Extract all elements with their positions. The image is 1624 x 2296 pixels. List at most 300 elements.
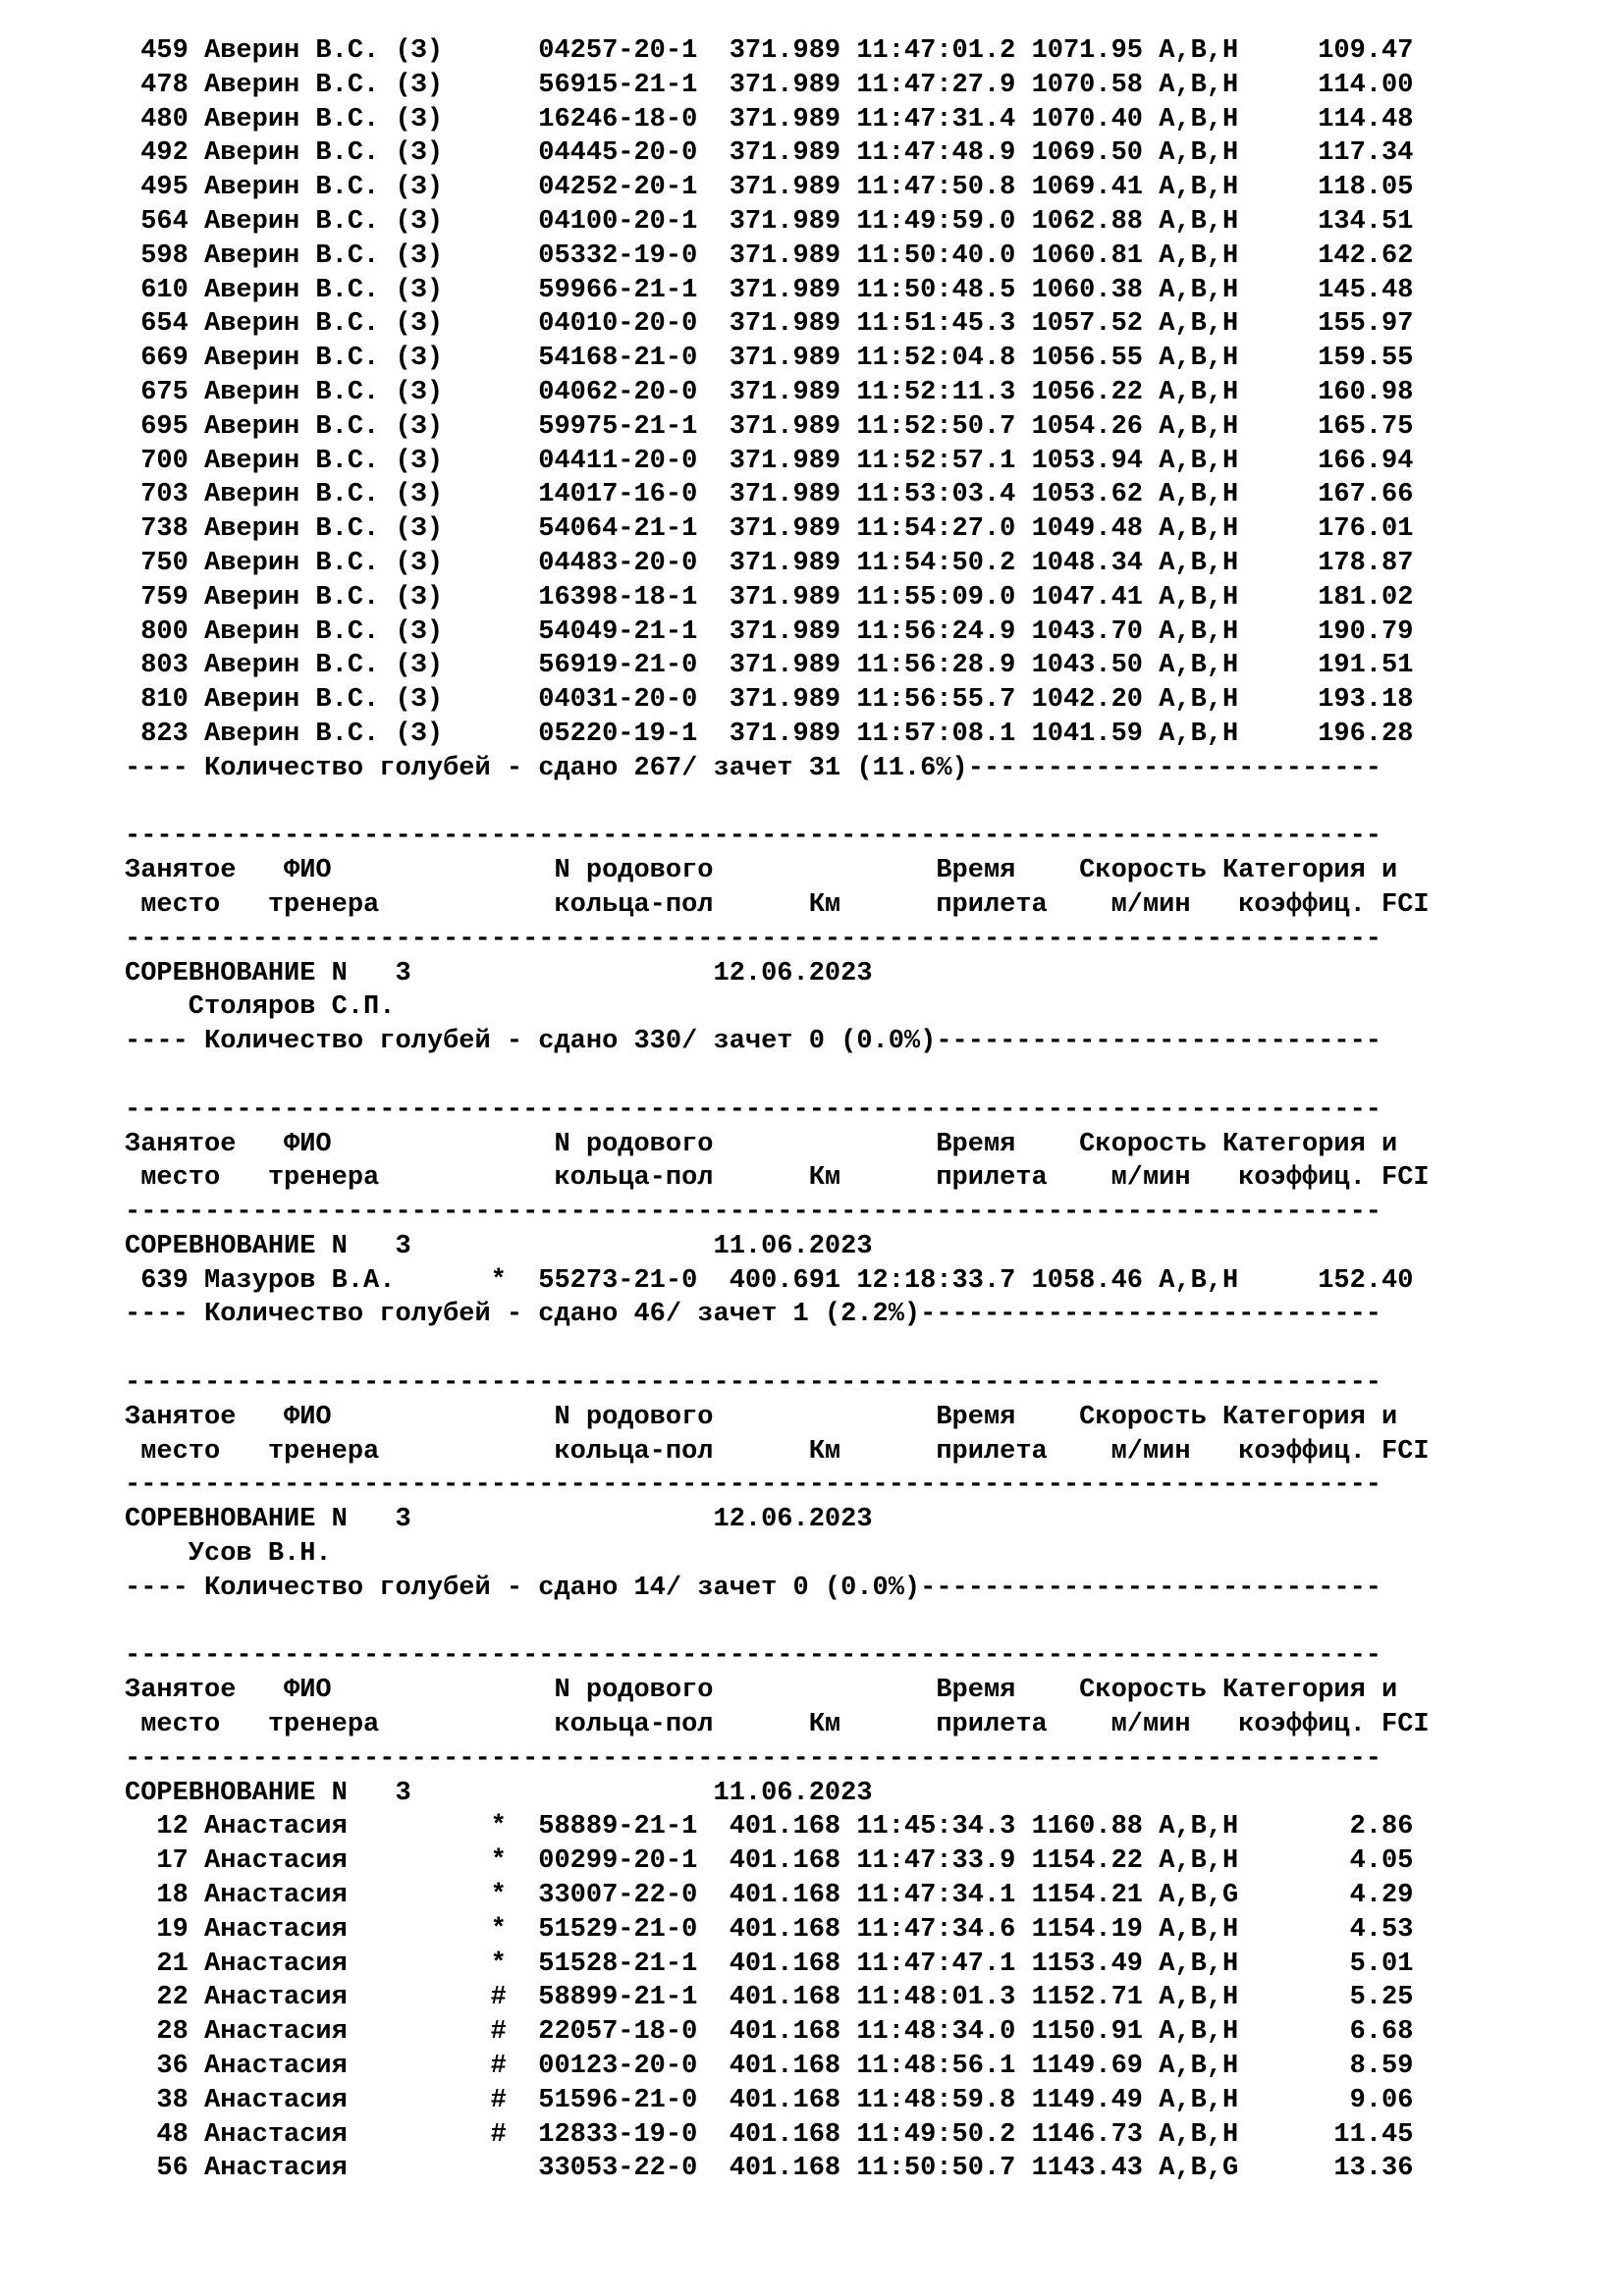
rank-cell: 800 [125,616,189,647]
result-row [125,240,1597,274]
result-row [125,581,1597,615]
result-row [125,445,1597,479]
fci-cell: 6.68 [1254,2017,1414,2048]
ring-number-cell: 12833-19-0 [538,2119,714,2150]
category-cell: A,B,H [1159,104,1239,134]
arrival-time-cell: 11:47:27.9 [856,70,1016,100]
fci-cell: 145.48 [1254,275,1414,305]
arrival-time-cell: 11:47:50.8 [856,173,1016,203]
trainer-name-cell: Анастасия [204,1983,475,2013]
race-results-report [125,34,1597,2186]
category-cell: A,B,H [1159,2085,1239,2115]
ring-number-cell: 58889-21-1 [538,1812,714,1842]
trainer-name-cell: Аверин В.С. (З) [204,377,475,407]
rank-cell: 495 [125,173,189,203]
arrival-time-cell: 11:47:34.6 [856,1914,1016,1945]
result-row [125,69,1597,103]
speed-cell: 1058.46 [1031,1265,1143,1296]
trainer-name-cell: Аверин В.С. (З) [204,719,475,749]
distance-cell: 371.989 [729,206,841,237]
fci-cell: 159.55 [1254,344,1414,374]
rank-cell: 759 [125,582,189,613]
rank-cell: 700 [125,446,189,476]
rank-cell: 48 [125,2119,189,2150]
speed-cell: 1149.69 [1031,2052,1143,2082]
category-cell: A,B,H [1159,1812,1239,1842]
rank-cell: 459 [125,36,189,66]
fci-cell: 5.25 [1254,1983,1414,2013]
distance-cell: 371.989 [729,719,841,749]
result-row [125,103,1597,137]
arrival-time-cell: 11:52:11.3 [856,377,1016,407]
result-row [125,718,1597,752]
category-cell: A,B,H [1159,1265,1239,1296]
fci-cell: 178.87 [1254,548,1414,578]
fci-cell: 11.45 [1254,2119,1414,2150]
table-header-row-1: Занятое ФИО N родового Время Скорость Категория и [125,856,1398,886]
separator-line: ------------------------------------------------------------------------------- [125,1198,1382,1228]
arrival-time-cell: 11:50:48.5 [856,275,1016,305]
rank-cell: 36 [125,2052,189,2082]
trainer-name-cell: Аверин В.С. (З) [204,616,475,647]
arrival-time-cell: 11:48:01.3 [856,1983,1016,2013]
ring-number-cell: 22057-18-0 [538,2017,714,2048]
category-cell: A,B,H [1159,377,1239,407]
category-cell: A,B,G [1159,2154,1239,2184]
result-row [125,376,1597,410]
distance-cell: 371.989 [729,548,841,578]
table-header-row-2: место тренера кольца-пол Км прилета м/мин коэффиц. FCI [125,1710,1430,1740]
distance-cell: 371.989 [729,411,841,442]
ring-number-cell: 33007-22-0 [538,1881,714,1911]
category-cell: A,B,H [1159,275,1239,305]
trainer-name-cell: Аверин В.С. (З) [204,480,475,510]
ring-number-cell: 04100-20-1 [538,206,714,237]
speed-cell: 1053.62 [1031,480,1143,510]
trainer-name-cell: Аверин В.С. (З) [204,240,475,271]
ring-number-cell: 04031-20-0 [538,685,714,716]
speed-cell: 1056.55 [1031,344,1143,374]
arrival-time-cell: 11:47:47.1 [856,1949,1016,1979]
arrival-time-cell: 11:49:50.2 [856,2119,1016,2150]
ring-number-cell: 56919-21-0 [538,651,714,681]
mark-cell: * [490,1846,507,1877]
result-row [125,2015,1597,2050]
competition-heading: СОРЕВНОВАНИЕ N 3 11.06.2023 [125,1778,873,1808]
category-cell: A,B,H [1159,36,1239,66]
trainer-name-cell: Аверин В.С. (З) [204,70,475,100]
result-row [125,34,1597,69]
trainer-name-cell: Аверин В.С. (З) [204,275,475,305]
result-row [125,1913,1597,1948]
speed-cell: 1042.20 [1031,685,1143,716]
ring-number-cell: 59966-21-1 [538,275,714,305]
ring-number-cell: 58899-21-1 [538,1983,714,2013]
result-row [125,615,1597,650]
category-cell: A,B,H [1159,651,1239,681]
speed-cell: 1069.41 [1031,173,1143,203]
table-header-row-2: место тренера кольца-пол Км прилета м/мин коэффиц. FCI [125,1163,1430,1194]
table-header-row-1: Занятое ФИО N родового Время Скорость Категория и [125,1402,1398,1432]
trainer-name-cell: Аверин В.С. (З) [204,514,475,545]
category-cell: A,B,H [1159,616,1239,647]
result-row [125,205,1597,240]
speed-cell: 1048.34 [1031,548,1143,578]
ring-number-cell: 05332-19-0 [538,240,714,271]
speed-cell: 1047.41 [1031,582,1143,613]
competition-heading: СОРЕВНОВАНИЕ N 3 11.06.2023 [125,1231,873,1261]
result-row [125,512,1597,547]
speed-cell: 1069.50 [1031,138,1143,169]
ring-number-cell: 33053-22-0 [538,2154,714,2184]
trainer-name-cell: Аверин В.С. (З) [204,344,475,374]
result-row [125,171,1597,205]
rank-cell: 803 [125,651,189,681]
trainer-name-cell: Аверин В.С. (З) [204,104,475,134]
distance-cell: 371.989 [729,685,841,716]
distance-cell: 371.989 [729,173,841,203]
ring-number-cell: 00299-20-1 [538,1846,714,1877]
category-cell: A,B,H [1159,309,1239,340]
category-cell: A,B,H [1159,2119,1239,2150]
fci-cell: 8.59 [1254,2052,1414,2082]
speed-cell: 1043.70 [1031,616,1143,647]
rank-cell: 695 [125,411,189,442]
arrival-time-cell: 11:53:03.4 [856,480,1016,510]
rank-cell: 38 [125,2085,189,2115]
rank-cell: 823 [125,719,189,749]
fci-cell: 191.51 [1254,651,1414,681]
fci-cell: 4.29 [1254,1881,1414,1911]
blank-line [125,1606,1597,1640]
rank-cell: 12 [125,1812,189,1842]
trainer-name-cell: Аверин В.С. (З) [204,685,475,716]
mark-cell: * [490,1881,507,1911]
separator-line: ------------------------------------------------------------------------------- [125,1470,1382,1501]
ring-number-cell: 04257-20-1 [538,36,714,66]
trainer-name-cell: Аверин В.С. (З) [204,173,475,203]
distance-cell: 371.989 [729,275,841,305]
trainer-name-cell: Анастасия [204,1949,475,1979]
fci-cell: 166.94 [1254,446,1414,476]
speed-cell: 1054.26 [1031,411,1143,442]
fci-cell: 196.28 [1254,719,1414,749]
result-row [125,2118,1597,2153]
rank-cell: 17 [125,1846,189,1877]
blank-line [125,1059,1597,1094]
ring-number-cell: 55273-21-0 [538,1265,714,1296]
rank-cell: 675 [125,377,189,407]
separator-line: ------------------------------------------------------------------------------- [125,1743,1382,1774]
arrival-time-cell: 11:52:57.1 [856,446,1016,476]
speed-cell: 1154.21 [1031,1881,1143,1911]
rank-cell: 56 [125,2154,189,2184]
mark-cell: # [490,2119,507,2150]
arrival-time-cell: 11:50:50.7 [856,2154,1016,2184]
trainer-name-cell: Анастасия [204,1846,475,1877]
speed-cell: 1070.58 [1031,70,1143,100]
result-row [125,683,1597,718]
category-cell: A,B,H [1159,582,1239,613]
result-row [125,2152,1597,2186]
distance-cell: 401.168 [729,1846,841,1877]
distance-cell: 401.168 [729,1914,841,1945]
fci-cell: 152.40 [1254,1265,1414,1296]
fci-cell: 4.05 [1254,1846,1414,1877]
distance-cell: 371.989 [729,344,841,374]
distance-cell: 371.989 [729,309,841,340]
distance-cell: 371.989 [729,651,841,681]
rank-cell: 19 [125,1914,189,1945]
mark-cell: * [490,1265,507,1296]
arrival-time-cell: 11:45:34.3 [856,1812,1016,1842]
separator-line: ------------------------------------------------------------------------------- [125,1368,1382,1399]
trainer-name-cell: Анастасия [204,2085,475,2115]
trainer-name-cell: Аверин В.С. (З) [204,309,475,340]
fci-cell: 109.47 [1254,36,1414,66]
speed-cell: 1049.48 [1031,514,1143,545]
category-cell: A,B,H [1159,1914,1239,1945]
distance-cell: 371.989 [729,480,841,510]
speed-cell: 1056.22 [1031,377,1143,407]
arrival-time-cell: 11:48:56.1 [856,2052,1016,2082]
rank-cell: 669 [125,344,189,374]
rank-cell: 480 [125,104,189,134]
category-cell: A,B,H [1159,685,1239,716]
result-row [125,1844,1597,1879]
distance-cell: 401.168 [729,1881,841,1911]
rank-cell: 492 [125,138,189,169]
distance-cell: 401.168 [729,1983,841,2013]
category-cell: A,B,H [1159,70,1239,100]
distance-cell: 401.168 [729,2154,841,2184]
result-row [125,2050,1597,2084]
result-row [125,342,1597,376]
category-cell: A,B,H [1159,173,1239,203]
ring-number-cell: 05220-19-1 [538,719,714,749]
trainer-name-cell: Аверин В.С. (З) [204,138,475,169]
ring-number-cell: 16398-18-1 [538,582,714,613]
speed-cell: 1062.88 [1031,206,1143,237]
arrival-time-cell: 11:50:40.0 [856,240,1016,271]
trainer-name-cell: Аверин В.С. (З) [204,411,475,442]
fci-cell: 193.18 [1254,685,1414,716]
fci-cell: 2.86 [1254,1812,1414,1842]
speed-cell: 1160.88 [1031,1812,1143,1842]
category-cell: A,B,H [1159,1949,1239,1979]
ring-number-cell: 00123-20-0 [538,2052,714,2082]
arrival-time-cell: 11:56:24.9 [856,616,1016,647]
fci-cell: 167.66 [1254,480,1414,510]
result-row [125,1981,1597,2015]
result-row [125,547,1597,581]
fci-cell: 160.98 [1254,377,1414,407]
table-header-row-1: Занятое ФИО N родового Время Скорость Категория и [125,1676,1398,1706]
summary-line: ---- Количество голубей - сдано 330/ зачет 0 (0.0%)---------------------------- [125,1027,1382,1057]
result-row [125,2084,1597,2118]
ring-number-cell: 51528-21-1 [538,1949,714,1979]
result-row [125,1810,1597,1844]
ring-number-cell: 04252-20-1 [538,173,714,203]
speed-cell: 1071.95 [1031,36,1143,66]
fci-cell: 155.97 [1254,309,1414,340]
trainer-name-cell: Анастасия [204,1812,475,1842]
fci-cell: 190.79 [1254,616,1414,647]
mark-cell: * [490,1949,507,1979]
distance-cell: 371.989 [729,377,841,407]
ring-number-cell: 04062-20-0 [538,377,714,407]
ring-number-cell: 04445-20-0 [538,138,714,169]
fci-cell: 181.02 [1254,582,1414,613]
category-cell: A,B,H [1159,206,1239,237]
speed-cell: 1150.91 [1031,2017,1143,2048]
distance-cell: 401.168 [729,2119,841,2150]
summary-line: ---- Количество голубей - сдано 267/ зачет 31 (11.6%)-------------------------- [125,753,1382,783]
trainer-name-cell: Анастасия [204,1914,475,1945]
fci-cell: 118.05 [1254,173,1414,203]
distance-cell: 401.168 [729,1812,841,1842]
category-cell: A,B,H [1159,240,1239,271]
arrival-time-cell: 12:18:33.7 [856,1265,1016,1296]
arrival-time-cell: 11:47:01.2 [856,36,1016,66]
result-row [125,1264,1597,1299]
ring-number-cell: 56915-21-1 [538,70,714,100]
competition-heading: СОРЕВНОВАНИЕ N 3 12.06.2023 [125,1505,873,1535]
distance-cell: 371.989 [729,104,841,134]
rank-cell: 28 [125,2017,189,2048]
table-header-row-2: место тренера кольца-пол Км прилета м/мин коэффиц. FCI [125,889,1430,920]
category-cell: A,B,H [1159,344,1239,374]
rank-cell: 610 [125,275,189,305]
arrival-time-cell: 11:47:31.4 [856,104,1016,134]
mark-cell: # [490,2052,507,2082]
speed-cell: 1149.49 [1031,2085,1143,2115]
arrival-time-cell: 11:47:34.1 [856,1881,1016,1911]
distance-cell: 371.989 [729,514,841,545]
speed-cell: 1154.19 [1031,1914,1143,1945]
distance-cell: 401.168 [729,1949,841,1979]
speed-cell: 1152.71 [1031,1983,1143,2013]
speed-cell: 1057.52 [1031,309,1143,340]
arrival-time-cell: 11:57:08.1 [856,719,1016,749]
fci-cell: 117.34 [1254,138,1414,169]
table-header-row-2: место тренера кольца-пол Км прилета м/мин коэффиц. FCI [125,1436,1430,1467]
distance-cell: 371.989 [729,36,841,66]
ring-number-cell: 54064-21-1 [538,514,714,545]
category-cell: A,B,H [1159,480,1239,510]
arrival-time-cell: 11:47:33.9 [856,1846,1016,1877]
fci-cell: 9.06 [1254,2085,1414,2115]
fci-cell: 165.75 [1254,411,1414,442]
fci-cell: 114.48 [1254,104,1414,134]
category-cell: A,B,H [1159,2052,1239,2082]
ring-number-cell: 54049-21-1 [538,616,714,647]
rank-cell: 810 [125,685,189,716]
speed-cell: 1053.94 [1031,446,1143,476]
trainer-name-cell: Аверин В.С. (З) [204,36,475,66]
trainer-name-cell: Аверин В.С. (З) [204,548,475,578]
trainer-name-cell: Анастасия [204,2119,475,2150]
rank-cell: 564 [125,206,189,237]
separator-line: ------------------------------------------------------------------------------- [125,1641,1382,1672]
distance-cell: 371.989 [729,446,841,476]
speed-cell: 1146.73 [1031,2119,1143,2150]
trainer-name: Столяров С.П. [125,992,396,1023]
ring-number-cell: 14017-16-0 [538,480,714,510]
distance-cell: 401.168 [729,2085,841,2115]
arrival-time-cell: 11:54:27.0 [856,514,1016,545]
category-cell: A,B,H [1159,411,1239,442]
result-row [125,478,1597,512]
arrival-time-cell: 11:48:59.8 [856,2085,1016,2115]
arrival-time-cell: 11:55:09.0 [856,582,1016,613]
speed-cell: 1153.49 [1031,1949,1143,1979]
ring-number-cell: 51529-21-0 [538,1914,714,1945]
fci-cell: 13.36 [1254,2154,1414,2184]
trainer-name-cell: Аверин В.С. (З) [204,651,475,681]
result-row [125,649,1597,683]
fci-cell: 114.00 [1254,70,1414,100]
result-row [125,136,1597,171]
rank-cell: 738 [125,514,189,545]
result-row [125,1879,1597,1913]
rank-cell: 18 [125,1881,189,1911]
rank-cell: 639 [125,1265,189,1296]
summary-line: ---- Количество голубей - сдано 14/ зачет 0 (0.0%)----------------------------- [125,1573,1382,1603]
mark-cell: # [490,1983,507,2013]
arrival-time-cell: 11:52:04.8 [856,344,1016,374]
rank-cell: 21 [125,1949,189,1979]
category-cell: A,B,H [1159,138,1239,169]
arrival-time-cell: 11:47:48.9 [856,138,1016,169]
category-cell: A,B,H [1159,1983,1239,2013]
trainer-name-cell: Анастасия [204,2154,475,2184]
mark-cell: * [490,1914,507,1945]
separator-line: ------------------------------------------------------------------------------- [125,924,1382,954]
separator-line: ------------------------------------------------------------------------------- [125,822,1382,852]
mark-cell: # [490,2085,507,2115]
arrival-time-cell: 11:49:59.0 [856,206,1016,237]
ring-number-cell: 04483-20-0 [538,548,714,578]
ring-number-cell: 54168-21-0 [538,344,714,374]
blank-line [125,1332,1597,1366]
rank-cell: 703 [125,480,189,510]
ring-number-cell: 04411-20-0 [538,446,714,476]
arrival-time-cell: 11:56:28.9 [856,651,1016,681]
result-row [125,410,1597,445]
result-row [125,274,1597,308]
distance-cell: 401.168 [729,2052,841,2082]
table-header-row-1: Занятое ФИО N родового Время Скорость Категория и [125,1129,1398,1159]
category-cell: A,B,H [1159,446,1239,476]
speed-cell: 1060.81 [1031,240,1143,271]
fci-cell: 134.51 [1254,206,1414,237]
category-cell: A,B,H [1159,548,1239,578]
fci-cell: 176.01 [1254,514,1414,545]
arrival-time-cell: 11:56:55.7 [856,685,1016,716]
speed-cell: 1070.40 [1031,104,1143,134]
mark-cell: # [490,2017,507,2048]
rank-cell: 654 [125,309,189,340]
ring-number-cell: 51596-21-0 [538,2085,714,2115]
rank-cell: 478 [125,70,189,100]
arrival-time-cell: 11:52:50.7 [856,411,1016,442]
distance-cell: 371.989 [729,616,841,647]
arrival-time-cell: 11:48:34.0 [856,2017,1016,2048]
trainer-name-cell: Мазуров В.А. [204,1265,475,1296]
distance-cell: 371.989 [729,240,841,271]
distance-cell: 401.168 [729,2017,841,2048]
